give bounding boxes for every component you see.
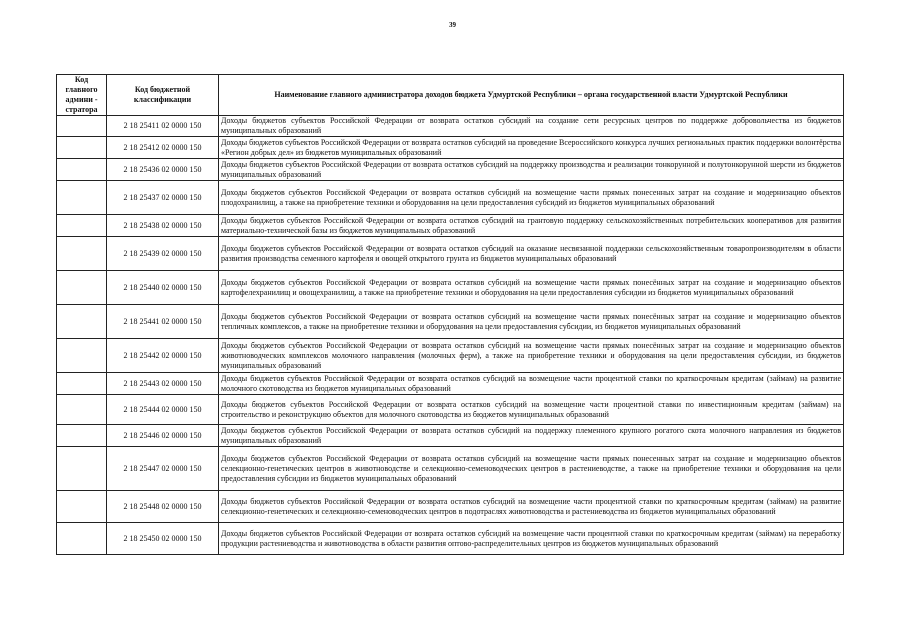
cell-budget-code: 2 18 25440 02 0000 150 bbox=[107, 271, 219, 305]
header-budget-code: Код бюджетной классификации bbox=[107, 75, 219, 116]
table-row bbox=[57, 491, 844, 523]
cell-budget-code: 2 18 25438 02 0000 150 bbox=[107, 215, 219, 237]
table-row bbox=[57, 237, 844, 271]
cell-revenue-name: Доходы бюджетов субъектов Российской Федерации от возврата остатков субсидий на возмещение части прямых понесённых затрат на создание и модернизацию объектов картофелехранилищ и овощехранилищ, а также на приобретение техники и оборудования на цели предоставления субсидии из бюджетов муниципальных образований bbox=[219, 271, 844, 305]
cell-admin-code bbox=[57, 215, 107, 237]
cell-budget-code: 2 18 25442 02 0000 150 bbox=[107, 339, 219, 373]
cell-budget-code: 2 18 25411 02 0000 150 bbox=[107, 116, 219, 137]
table-row bbox=[57, 447, 844, 491]
table-header bbox=[57, 75, 844, 116]
cell-admin-code bbox=[57, 339, 107, 373]
cell-admin-code bbox=[57, 425, 107, 447]
cell-budget-code: 2 18 25447 02 0000 150 bbox=[107, 447, 219, 491]
cell-admin-code bbox=[57, 181, 107, 215]
table-row bbox=[57, 425, 844, 447]
cell-admin-code bbox=[57, 137, 107, 159]
table-row bbox=[57, 137, 844, 159]
cell-budget-code: 2 18 25439 02 0000 150 bbox=[107, 237, 219, 271]
cell-revenue-name: Доходы бюджетов субъектов Российской Федерации от возврата остатков субсидий на возмещение части прямых понесенных затрат на создание и модернизацию объектов селекционно-генетических центров в животноводстве и селекционно-семеноводческих центров в растениеводстве, а также на приобретение техники и оборудования на цели предоставления субсидии из бюджетов муниципальных образований bbox=[219, 447, 844, 491]
cell-revenue-name: Доходы бюджетов субъектов Российской Федерации от возврата остатков субсидий на поддержку производства и реализации тонкорунной и полутонкорунной шерсти из бюджетов муниципальных образований bbox=[219, 159, 844, 181]
cell-budget-code: 2 18 25444 02 0000 150 bbox=[107, 395, 219, 425]
cell-revenue-name: Доходы бюджетов субъектов Российской Федерации от возврата остатков субсидий на возмещение части прямых понесённых затрат на создание и модернизацию объектов животноводческих комплексов молочного направления (молочных ферм), а также на приобретение техники и оборудования на цели предоставления субсидии, из бюджетов муниципальных образований bbox=[219, 339, 844, 373]
revenue-codes-table bbox=[56, 74, 844, 555]
cell-admin-code bbox=[57, 373, 107, 395]
cell-admin-code bbox=[57, 491, 107, 523]
table-row bbox=[57, 305, 844, 339]
cell-budget-code: 2 18 25436 02 0000 150 bbox=[107, 159, 219, 181]
table-row bbox=[57, 215, 844, 237]
cell-revenue-name: Доходы бюджетов субъектов Российской Федерации от возврата остатков субсидий на возмещение части прямых понесённых затрат на создание и модернизацию объектов тепличных комплексов, а также на приобретение техники и оборудования на цели предоставления субсидии, из бюджетов муниципальных образований bbox=[219, 305, 844, 339]
cell-revenue-name: Доходы бюджетов субъектов Российской Федерации от возврата остатков субсидий на возмещение части процентной ставки по краткосрочным кредитам (займам) на развитие селекционно-генетических и селекционно-семеноводческих центров в подотраслях животноводства и растениеводства из бюджетов муниципальных образований bbox=[219, 491, 844, 523]
cell-revenue-name: Доходы бюджетов субъектов Российской Федерации от возврата остатков субсидий на возмещение части процентной ставки по краткосрочным кредитам (займам) на переработку продукции растениеводства и животноводства в области развития оптово-распределительных центров из бюджетов муниципальных образований bbox=[219, 523, 844, 555]
cell-admin-code bbox=[57, 116, 107, 137]
page-number: 39 bbox=[449, 21, 456, 29]
table-row bbox=[57, 395, 844, 425]
cell-admin-code bbox=[57, 237, 107, 271]
cell-revenue-name: Доходы бюджетов субъектов Российской Федерации от возврата остатков субсидий на возмещение части прямых понесенных затрат на создание и модернизацию объектов плодохранилищ, а также на приобретение техники и оборудования на цели предоставления субсидий из бюджетов муниципальных образований bbox=[219, 181, 844, 215]
cell-revenue-name: Доходы бюджетов субъектов Российской Федерации от возврата остатков субсидий на оказание несвязанной поддержки сельскохозяйственным товаропроизводителям в области развития производства семенного картофеля и овощей открытого грунта из бюджетов муниципальных образований bbox=[219, 237, 844, 271]
table-row bbox=[57, 116, 844, 137]
table-row bbox=[57, 523, 844, 555]
table-body bbox=[57, 116, 844, 555]
cell-revenue-name: Доходы бюджетов субъектов Российской Федерации от возврата остатков субсидий на создание сети ресурсных центров по поддержке добровольчества из бюджетов муниципальных образований bbox=[219, 116, 844, 137]
cell-budget-code: 2 18 25443 02 0000 150 bbox=[107, 373, 219, 395]
cell-admin-code bbox=[57, 305, 107, 339]
cell-budget-code: 2 18 25448 02 0000 150 bbox=[107, 491, 219, 523]
header-row bbox=[57, 75, 844, 116]
cell-budget-code: 2 18 25437 02 0000 150 bbox=[107, 181, 219, 215]
table-row bbox=[57, 339, 844, 373]
cell-admin-code bbox=[57, 395, 107, 425]
table-row bbox=[57, 159, 844, 181]
header-name: Наименование главного администратора доходов бюджета Удмуртской Республики – органа государственной власти Удмуртской Республики bbox=[219, 75, 844, 116]
table-row bbox=[57, 373, 844, 395]
cell-budget-code: 2 18 25450 02 0000 150 bbox=[107, 523, 219, 555]
cell-admin-code bbox=[57, 447, 107, 491]
cell-admin-code bbox=[57, 271, 107, 305]
cell-revenue-name: Доходы бюджетов субъектов Российской Федерации от возврата остатков субсидий на возмещение части процентной ставки по краткосрочным кредитам (займам) на развитие молочного скотоводства из бюджетов муниципальных образований bbox=[219, 373, 844, 395]
table-row bbox=[57, 181, 844, 215]
header-admin-code: Код главного админи - стратора bbox=[57, 75, 107, 116]
cell-revenue-name: Доходы бюджетов субъектов Российской Федерации от возврата остатков субсидий на грантовую поддержку сельскохозяйственных потребительских кооперативов для развития материально-технической базы из бюджетов муниципальных образований bbox=[219, 215, 844, 237]
cell-admin-code bbox=[57, 159, 107, 181]
cell-admin-code bbox=[57, 523, 107, 555]
cell-budget-code: 2 18 25446 02 0000 150 bbox=[107, 425, 219, 447]
cell-revenue-name: Доходы бюджетов субъектов Российской Федерации от возврата остатков субсидий на возмещение части процентной ставки по инвестиционным кредитам (займам) на строительство и реконструкцию объектов для молочного скотоводства из бюджетов муниципальных образований bbox=[219, 395, 844, 425]
cell-budget-code: 2 18 25441 02 0000 150 bbox=[107, 305, 219, 339]
table-row bbox=[57, 271, 844, 305]
cell-revenue-name: Доходы бюджетов субъектов Российской Федерации от возврата остатков субсидий на проведение Всероссийского конкурса лучших региональных практик поддержки волонтёрства «Регион добрых дел» из бюджетов муниципальных образований bbox=[219, 137, 844, 159]
cell-budget-code: 2 18 25412 02 0000 150 bbox=[107, 137, 219, 159]
cell-revenue-name: Доходы бюджетов субъектов Российской Федерации от возврата остатков субсидий на поддержку племенного крупного рогатого скота молочного направления из бюджетов муниципальных образований bbox=[219, 425, 844, 447]
